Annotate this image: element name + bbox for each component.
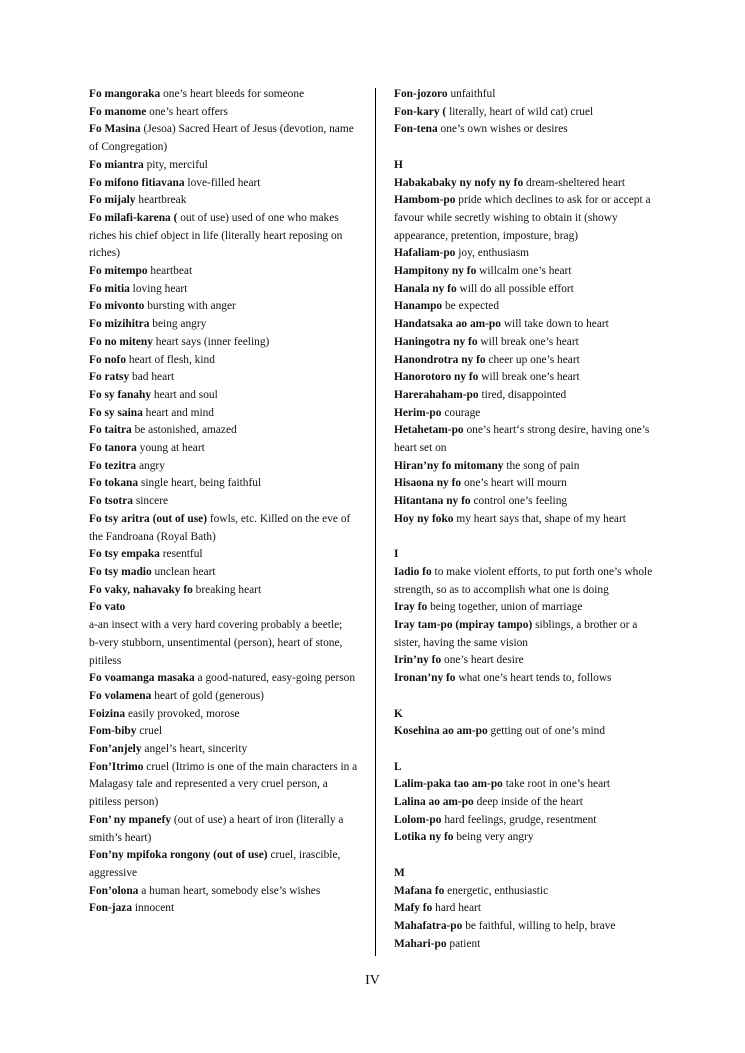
entry-term: Fo manome (89, 105, 147, 118)
dictionary-entry (89, 493, 361, 511)
entry-term: Fo mangoraka (89, 88, 161, 100)
column-divider (375, 88, 376, 956)
entry-term: Irin’ny fo (394, 654, 442, 667)
entry-definition: my heart says that, shape of my heart (456, 512, 626, 525)
entry-term: Fo no miteny (89, 335, 153, 348)
section-gap (394, 139, 662, 157)
entry-term: Fo sy saina (89, 406, 143, 419)
dictionary-entry (394, 918, 662, 936)
dictionary-entry (394, 86, 662, 104)
entry-definition: one’s heart offers (149, 105, 228, 118)
entry-definition: control one’s feeling (473, 495, 568, 508)
entry-term: Fo ratsy (89, 371, 130, 384)
entry-definition: cruel, irascible, aggressive (89, 849, 341, 879)
dictionary-entry (89, 847, 361, 882)
dictionary-entry (89, 86, 361, 104)
entry-term: Mafy fo (394, 902, 433, 915)
right-column (394, 86, 662, 953)
entry-term: Iadio fo (394, 565, 432, 578)
entry-definition: one’s heart‘s strong desire, having one’s heart set on (394, 424, 650, 455)
entry-term: Hoy ny foko (394, 512, 454, 525)
dictionary-entry (89, 617, 361, 635)
entry-definition: pity, merciful (146, 158, 208, 171)
entry-definition: siblings, a brother or a sister, having the same vision (394, 619, 638, 649)
dictionary-entry (89, 387, 361, 405)
entry-term: Fon-tena (394, 123, 438, 136)
entry-definition: unfaithful (450, 88, 496, 100)
entry-term: Lalina ao am-po (394, 796, 474, 809)
entry-term: Herim-po (394, 406, 442, 419)
dictionary-entry (89, 599, 361, 617)
entry-definition: willcalm one’s heart (479, 265, 572, 278)
entry-term: Fo tsy aritra (out of use) (89, 512, 207, 525)
dictionary-entry (89, 192, 361, 210)
dictionary-entry (394, 175, 662, 193)
entry-definition: one’s own wishes or desires (440, 123, 568, 136)
entry-term: Fo Masina (89, 123, 141, 136)
dictionary-entry (89, 281, 361, 299)
section-gap (394, 741, 662, 759)
entry-term: Fo mizihitra (89, 318, 150, 331)
entry-definition: hard feelings, grudge, resentment (444, 813, 597, 826)
entry-definition: the song of pain (506, 459, 580, 472)
entry-definition: fowls, etc. Killed on the eve of the Fandroana (Royal Bath) (89, 512, 351, 543)
section-letter: I (394, 548, 399, 561)
entry-term: Fo miantra (89, 158, 144, 171)
entry-definition: single heart, being faithful (140, 477, 262, 490)
entry-term: Fon’Itrimo (89, 760, 144, 773)
entry-term: Harerahaham-po (394, 388, 479, 401)
entry-term: Kosehina ao am-po (394, 725, 488, 738)
dictionary-entry (89, 440, 361, 458)
entry-definition: being together, union of marriage (430, 601, 583, 614)
entry-term: Fo vaky, nahavaky fo (89, 583, 193, 596)
entry-term: Mahari-po (394, 937, 447, 950)
entry-definition: b-very stubborn, unsentimental (person), heart of stone, pitiless (89, 636, 343, 667)
entry-definition: be expected (444, 300, 500, 313)
entry-term: Fom-biby (89, 725, 137, 738)
section-letter: K (394, 707, 403, 720)
dictionary-entry (394, 458, 662, 476)
dictionary-entry (89, 900, 361, 918)
dictionary-entry (394, 245, 662, 263)
dictionary-entry (394, 794, 662, 812)
entry-term: Hetahetam-po (394, 424, 464, 437)
dictionary-entry (394, 104, 662, 122)
entry-term: Habakabaky ny nofy ny fo (394, 176, 524, 189)
entry-term: Mahafatra-po (394, 919, 463, 932)
entry-definition: will take down to heart (503, 318, 609, 331)
entry-definition: getting out of one’s mind (490, 725, 606, 738)
entry-term: Fo tanora (89, 442, 137, 455)
entry-term: Fo tokana (89, 477, 139, 490)
entry-term: Fo tsy empaka (89, 548, 160, 561)
entry-term: Hiran’ny fo mitomany (394, 459, 504, 472)
entry-definition: deep inside of the heart (476, 796, 583, 809)
dictionary-entry (89, 352, 361, 370)
entry-definition: angry (138, 459, 165, 472)
entry-definition: (out of use) a heart of iron (literally a smith’s heart) (89, 813, 344, 844)
entry-term: Hitantana ny fo (394, 495, 471, 508)
entry-definition: hard heart (435, 902, 481, 915)
entry-definition: cruel (139, 725, 163, 738)
entry-term: Lalim-paka tao am-po (394, 778, 503, 791)
entry-term: Hafaliam-po (394, 247, 456, 260)
dictionary-entry (89, 475, 361, 493)
entry-definition: love-filled heart (187, 176, 261, 189)
dictionary-entry (89, 546, 361, 564)
entry-definition: will break one’s heart (481, 371, 580, 384)
entry-term: Fo taitra (89, 424, 132, 437)
dictionary-entry (89, 883, 361, 901)
entry-definition: courage (444, 406, 481, 419)
dictionary-entry (89, 741, 361, 759)
entry-term: Fo tezitra (89, 459, 137, 472)
entry-definition: to make violent efforts, to put forth one’s whole strength, so as to accomplish what one is doing (394, 565, 653, 596)
section-letter: H (394, 158, 403, 171)
dictionary-entry (394, 670, 662, 688)
entry-term: Fon-jaza (89, 902, 133, 915)
dictionary-entry (394, 776, 662, 794)
entry-term: Lotika ny fo (394, 831, 454, 844)
entry-term: Hanampo (394, 300, 443, 313)
entry-definition: take root in one’s heart (505, 778, 611, 791)
entry-definition: will break one’s heart (480, 335, 579, 348)
dictionary-entry (394, 192, 662, 245)
entry-term: Fon’olona (89, 884, 139, 897)
entry-term: Fo nofo (89, 353, 127, 366)
entry-definition: a good-natured, easy-going person (197, 672, 356, 685)
dictionary-entry (89, 316, 361, 334)
entry-definition: a human heart, somebody else’s wishes (141, 884, 321, 897)
dictionary-entry (89, 405, 361, 423)
dictionary-entry (394, 334, 662, 352)
entry-term: Fo tsotra (89, 495, 133, 508)
section-gap (394, 847, 662, 865)
dictionary-entry (394, 723, 662, 741)
entry-term: Fo sy fanahy (89, 388, 152, 401)
dictionary-entry (394, 564, 662, 599)
entry-term: Fo mitempo (89, 265, 148, 278)
entry-definition: being angry (152, 318, 207, 331)
entry-term: Hanondrotra ny fo (394, 353, 486, 366)
dictionary-entry (89, 723, 361, 741)
entry-term: Fon-jozoro (394, 88, 448, 100)
entry-definition: joy, enthusiasm (458, 247, 530, 260)
entry-definition: being very angry (456, 831, 534, 844)
dictionary-entry (394, 263, 662, 281)
entry-definition: cheer up one’s heart (488, 353, 580, 366)
entry-term: Fo mivonto (89, 300, 145, 313)
dictionary-entry (394, 829, 662, 847)
dictionary-entry (89, 511, 361, 546)
entry-definition: heart of gold (generous) (154, 689, 264, 702)
entry-definition: resentful (162, 548, 203, 561)
dictionary-entry (394, 316, 662, 334)
dictionary-entry (394, 422, 662, 457)
entry-definition: heart and mind (145, 406, 214, 419)
entry-definition: energetic, enthusiastic (447, 884, 549, 897)
entry-definition: dream-sheltered heart (526, 176, 625, 189)
entry-term: Fo vato (89, 601, 126, 614)
entry-term: Fo mitia (89, 282, 130, 295)
entry-definition: angel’s heart, sincerity (144, 743, 248, 756)
entry-definition: unclean heart (154, 565, 216, 578)
dictionary-entry (394, 352, 662, 370)
dictionary-entry (394, 387, 662, 405)
section-letter: L (394, 760, 402, 773)
dictionary-entry (89, 210, 361, 263)
entry-definition: what one’s heart tends to, follows (458, 672, 612, 685)
dictionary-entry (394, 511, 662, 529)
dictionary-entry (89, 369, 361, 387)
dictionary-entry (394, 475, 662, 493)
dictionary-entry (89, 706, 361, 724)
entry-definition: sincere (135, 495, 169, 508)
entry-term: Fo tsy madio (89, 565, 152, 578)
entry-term: Fon’ ny mpanefy (89, 813, 172, 826)
dictionary-entry (394, 298, 662, 316)
entry-definition: patient (449, 937, 481, 950)
entry-definition: (Jesoa) Sacred Heart of Jesus (devotion, name of Congregation) (89, 123, 354, 154)
page-number: IV (365, 973, 380, 988)
section-letter: M (394, 866, 405, 879)
dictionary-entry (89, 104, 361, 122)
entry-term: Fo mifono fitiavana (89, 176, 185, 189)
entry-term: Iray fo (394, 601, 428, 614)
dictionary-entry (89, 564, 361, 582)
dictionary-entry (394, 369, 662, 387)
entry-definition: heart of flesh, kind (128, 353, 215, 366)
entry-term: Mafana fo (394, 884, 445, 897)
entry-definition: innocent (134, 902, 175, 915)
entry-term: Lolom-po (394, 813, 442, 826)
dictionary-entry (89, 759, 361, 812)
dictionary-entry (89, 688, 361, 706)
entry-definition: a-an insect with a very hard covering probably a beetle; (89, 619, 343, 632)
dictionary-entry (89, 582, 361, 600)
dictionary-entry (394, 599, 662, 617)
entry-term: Hampitony ny fo (394, 265, 477, 278)
entry-term: Ironan’ny fo (394, 672, 456, 685)
entry-definition: tired, disappointed (481, 388, 567, 401)
entry-term: Haningotra ny fo (394, 335, 478, 348)
entry-term: Fo milafi-karena ( (89, 211, 178, 224)
dictionary-entry (394, 900, 662, 918)
entry-term: Fo mijaly (89, 194, 136, 207)
entry-definition: one’s heart bleeds for someone (163, 88, 305, 100)
entry-term: Hisaona ny fo (394, 477, 462, 490)
dictionary-entry (394, 617, 662, 652)
dictionary-entry (394, 281, 662, 299)
dictionary-entry (89, 121, 361, 156)
entry-definition: be astonished, amazed (134, 424, 237, 437)
entry-definition: heartbreak (138, 194, 187, 207)
entry-definition: out of use) used of one who makes riches his chief object in life (literally heart reposing on riches) (89, 211, 343, 260)
dictionary-entry (89, 670, 361, 688)
entry-definition: literally, heart of wild cat) cruel (449, 105, 594, 118)
entry-definition: cruel (Itrimo is one of the main characters in a Malagasy tale and represented a very cruel person, a pitiless person) (89, 760, 358, 809)
entry-definition: loving heart (132, 282, 188, 295)
entry-term: Fon-kary ( (394, 105, 447, 118)
dictionary-entry (89, 458, 361, 476)
dictionary-entry (89, 812, 361, 847)
entry-definition: be faithful, willing to help, brave (465, 919, 616, 932)
dictionary-entry (394, 493, 662, 511)
dictionary-entry (394, 812, 662, 830)
dictionary-entry (394, 652, 662, 670)
dictionary-entry (89, 334, 361, 352)
entry-term: Hambom-po (394, 194, 456, 207)
entry-definition: heart says (inner feeling) (155, 335, 270, 348)
entry-term: Handatsaka ao am-po (394, 318, 501, 331)
entry-term: Fon’anjely (89, 743, 142, 756)
dictionary-entry (394, 121, 662, 139)
dictionary-entry (394, 936, 662, 954)
dictionary-entry (89, 175, 361, 193)
entry-term: Fo voamanga masaka (89, 672, 195, 685)
entry-definition: one’s heart desire (444, 654, 524, 667)
section-gap (394, 688, 662, 706)
dictionary-entry (394, 883, 662, 901)
entry-definition: bursting with anger (147, 300, 236, 313)
dictionary-entry (394, 405, 662, 423)
entry-definition: heartbeat (150, 265, 193, 278)
entry-term: Foizina (89, 707, 126, 720)
entry-term: Hanorotoro ny fo (394, 371, 479, 384)
dictionary-entry (89, 298, 361, 316)
entry-term: Fon’ny mpifoka rongony (out of use) (89, 849, 268, 862)
entry-definition: heart and soul (153, 388, 218, 401)
dictionary-entry (89, 635, 361, 670)
entry-definition: will do all possible effort (459, 282, 574, 295)
left-column (89, 86, 361, 918)
dictionary-entry (89, 422, 361, 440)
entry-definition: pride which declines to ask for or accept a favour while secretly wishing to obtain it (showy appearance, pretention, imposture, brag) (394, 194, 651, 242)
entry-definition: bad heart (132, 371, 175, 384)
entry-term: Hanala ny fo (394, 282, 457, 295)
entry-definition: breaking heart (195, 583, 262, 596)
section-gap (394, 529, 662, 547)
entry-definition: young at heart (139, 442, 205, 455)
entry-term: Iray tam-po (mpiray tampo) (394, 619, 533, 632)
entry-term: Fo volamena (89, 689, 152, 702)
dictionary-entry (89, 157, 361, 175)
entry-definition: one’s heart will mourn (463, 477, 567, 490)
dictionary-entry (89, 263, 361, 281)
entry-definition: easily provoked, morose (127, 707, 240, 720)
